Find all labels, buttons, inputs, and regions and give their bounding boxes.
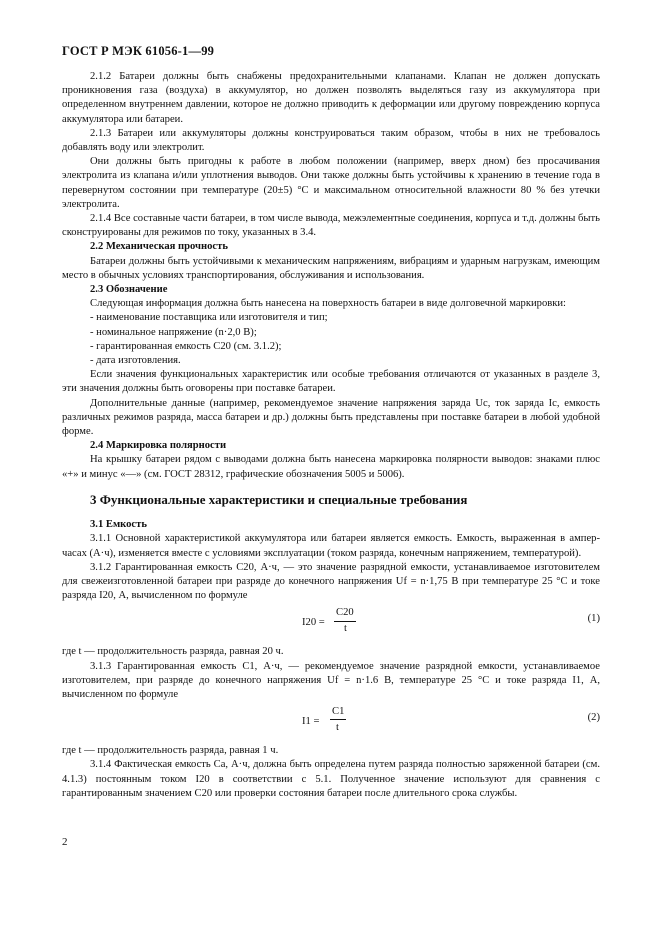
paragraph-2-1-3-cont: Они должны быть пригодны к работе в любом положении (например, вверх дном) без просачивания электролита из клапана и/или уплотнения выводов. Они также должны быть устойчивы к хранению в течение года в перевернутом состоянии при температуре (20±5) °С и максимальном относительной влажности 80 % без утечки электролита.	[62, 156, 600, 210]
list-item: - наименование поставщика или изготовителя и тип;	[90, 312, 328, 324]
formula-2	[62, 705, 600, 741]
heading-2-4: 2.4 Маркировка полярности	[90, 440, 227, 452]
heading-2-3: 2.3 Обозначение	[90, 284, 168, 296]
page-number: 2	[62, 836, 68, 848]
paragraph-2-3: Следующая информация должна быть нанесена на поверхность батареи в виде долговечной маркировки:	[90, 298, 566, 310]
formula-2-number: (2)	[587, 712, 600, 724]
document-body	[62, 70, 600, 801]
list-item: - дата изготовления.	[90, 355, 181, 367]
formula-1-lhs: I20 =	[302, 617, 325, 629]
list-item: - номинальное напряжение (n·2,0 В);	[90, 326, 257, 338]
paragraph-2-4: На крышку батареи рядом с выводами должна быть нанесена маркировка полярности выводов: знаками плюс «+» и минус «—» (см. ГОСТ 28312, графические обозначения 5005 и 5006).	[62, 454, 600, 480]
heading-2-2: 2.2 Механическая прочность	[90, 241, 228, 253]
paragraph-3-1-2: 3.1.2 Гарантированная емкость C20, А·ч, — это значение разрядной емкости, устанавливаемое изготовителем для свежеизготовленной батареи при разряде до конечного напряжения Uf = n·1,75 В при температуре 25 °С и токе разряда I20, А, вычисленном по формуле	[62, 561, 600, 602]
paragraph-3-1-4: 3.1.4 Фактическая емкость Ca, А·ч, должна быть определена путем разряда полностью заряженной батареи (см. 4.1.3) постоянным током I20 в соответствии с 5.1. Полученное значение используют для сравнения с гарантированным значением C20 или проверки состояния батареи после длительного срока службы.	[62, 759, 600, 799]
paragraph-2-1-3: 2.1.3 Батареи или аккумуляторы должны конструироваться таким образом, чтобы в них не требовалось добавлять воду или электролит.	[62, 127, 600, 154]
paragraph-2-3-c: Дополнительные данные (например, рекомендуемое значение напряжения заряда Uc, ток заряда Ic, емкость различных режимов разряда, масса батареи и др.) должны быть представлены при поставке батареи в любой удобной форме.	[62, 397, 600, 438]
formula-2-numerator: C1	[330, 705, 346, 720]
formula-2-where: где t — продолжительность разряда, равная 1 ч.	[62, 745, 279, 757]
formula-1	[62, 606, 600, 642]
paragraph-2-2: Батареи должны быть устойчивыми к механическим напряжениям, вибрациям и ударным нагрузкам, имеющим место в обычных условиях транспортирования, обслуживания и использования.	[62, 255, 600, 281]
list-item: - гарантированная емкость C20 (см. 3.1.2);	[90, 340, 282, 352]
formula-1-where: где t — продолжительность разряда, равная 20 ч.	[62, 646, 284, 658]
formula-2-lhs: I1 =	[302, 716, 320, 728]
section-3-heading: 3 Функциональные характеристики и специальные требования	[90, 491, 468, 507]
formula-2-denominator: t	[336, 722, 339, 734]
heading-3-1: 3.1 Емкость	[90, 519, 147, 531]
formula-1-number: (1)	[587, 613, 600, 625]
formula-1-denominator: t	[344, 623, 347, 635]
formula-1-numerator: C20	[334, 606, 356, 621]
paragraph-3-1-1: 3.1.1 Основной характеристикой аккумулятора или батареи является емкость. Емкость, выраженная в ампер-часах (А·ч), изменяется вместе с условиями эксплуатации (током разряда, конечным напряжением, температурой).	[62, 533, 600, 559]
document-header: ГОСТ Р МЭК 61056-1—99	[62, 44, 215, 58]
paragraph-2-1-4: 2.1.4 Все составные части батареи, в том числе вывода, межэлементные соединения, корпуса и т.д. должны быть сконструированы для режимов по току, указанных в 3.4.	[62, 213, 600, 239]
paragraph-2-3-b: Если значения функциональных характеристик или особые требования отличаются от указанных в разделе 3, эти значения должны быть оговорены при поставке батареи.	[62, 369, 600, 395]
paragraph-2-1-2: 2.1.2 Батареи должны быть снабжены предохранительными клапанами. Клапан не должен допускать проникновения газа (воздуха) в аккумулятор, но должен позволять выделяться газу из аккумулятора при определенном внутреннем давлении, которое не должно приводить к деформации или другому повреждению корпуса аккумулятора или батареи.	[62, 71, 600, 125]
paragraph-3-1-3: 3.1.3 Гарантированная емкость C1, А·ч, — рекомендуемое значение разрядной емкости, устанавливаемое изготовителем, при разряде до конечного напряжения Uf = n·1.6 В, температуре 25 °С и токе разряда I1, А, вычисленном по формуле	[62, 660, 600, 700]
